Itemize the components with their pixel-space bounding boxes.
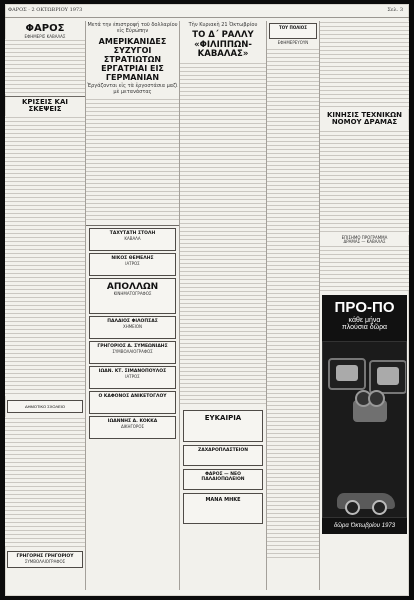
ad-5 [89, 341, 176, 364]
top-header [5, 4, 409, 18]
newspaper-page [5, 4, 409, 596]
header-left: ΦΑΡΟΣ · 2 ΟΚΤΩΒΡΙΟΥ 1973 [8, 7, 83, 13]
column-5-right-heading: ΕΠΙΣΗΜΟ ΠΡΟΓΡΑΜΜΑ [341, 234, 388, 240]
ad-5-sub: ΣΥΜΒΟΛΑΙΟΓΡΑΦΟΣ [112, 348, 153, 354]
column-1-lower-text [5, 417, 85, 547]
column-1-footer-head: ΓΡΗΓΟΡΗΣ ΓΡΗΓΟΡΙΟΥ [16, 553, 74, 559]
ad-4-sub: ΧΗΜΕΙΟΝ [122, 323, 143, 329]
column-2-kicker: Μετά την έπιστροφή τοῦ δολλαρίου εἰς Εὐρώπην [87, 22, 178, 34]
ad-8 [89, 416, 176, 439]
pro-po-subtitle: κάθε μήνα [348, 316, 381, 324]
ad-3-sub: ΚΙΝΗΜΑΤΟΓΡΑΦΟΣ [113, 291, 152, 297]
masthead-sub: ΕΦΗΜΕΡΙΣ ΚΑΒΑΛΑΣ [24, 33, 66, 39]
ad-8-title: ΙΩΑΝΝΗΣ Α. ΚΟΚΚΑ [107, 418, 158, 424]
ad-12 [183, 493, 263, 524]
column-5-headline: ΚΙΝΗΣΙΣ ΤΕΧΝΙΚΩΝ ΝΟΜΟΥ ΔΡΑΜΑΣ [326, 111, 402, 127]
ad-12-title: ΜΑΝΑ ΜΗΚΕ [205, 497, 241, 504]
column-4-box [269, 23, 317, 39]
ad-7-title: Ο ΚΑΦΟΝΟΣ ΑΝΙΚΕΤΟΓΛΟΥ [98, 393, 167, 399]
ad-8-sub: ΔΙΚΗΓΟΡΟΣ [120, 423, 144, 429]
ad-11-title: ΦΑΡΟΣ — ΝΕΟ ΠΑΛΑΙΟΠΩΛΕΙΟΝ [201, 472, 245, 482]
ad-10-title: ΖΑΧΑΡΟΠΛΑΣΤΕΙΟΝ [197, 448, 249, 454]
ad-3-title: ΑΠΟΛΛΩΝ [106, 281, 159, 292]
pro-po-title: ΠΡΟ-ΠΟ [334, 298, 395, 316]
column-4 [267, 21, 320, 590]
projector-icon [353, 400, 387, 422]
ad-5-title: ΓΡΗΓΟΡΙΟΣ Α. ΣΥΜΕΩΝΙΔΗΣ [97, 343, 168, 349]
column-1-main-text [5, 116, 85, 396]
column-3-story [180, 62, 266, 407]
ad-4-title: ΠΑΛΑΙΟΣ ΦΙΛΟΠΣΑΣ [107, 318, 158, 324]
ad-9-title: ΕΥΚΑΙΡΙΑ [204, 414, 242, 423]
column-4-text [267, 48, 319, 558]
pro-po-ad-header [322, 295, 407, 341]
ad-3 [89, 278, 176, 314]
ad-10 [183, 445, 263, 466]
column-2-headline: ΑΜΕΡΙΚΑΝΙΔΕΣ ΣΥΖΥΓΟΙ ΣΤΡΑΤΙΩΤΩΝ ΕΡΓΑΤΡΙΑΙ ΕΙΣ ΓΕΡΜΑΝΙΑΝ [98, 36, 167, 83]
column-2-rule [86, 225, 179, 226]
ad-2 [89, 253, 176, 276]
ad-6 [89, 366, 176, 389]
ad-2-sub: ΙΑΤΡΟΣ [125, 260, 140, 266]
column-1-box: ΔΗΜΟΤΙΚΟ ΣΧΟΛΕΙΟ [7, 400, 83, 413]
ad-7 [89, 391, 176, 414]
tv-icon [328, 358, 366, 390]
ad-1 [89, 228, 176, 251]
ad-4 [89, 316, 176, 339]
column-4-box-title: ΤΟΥ ΠΟΛΙΟΣ [279, 25, 307, 30]
ad-11 [183, 469, 263, 490]
ad-6-sub: ΙΑΤΡΟΣ [125, 373, 140, 379]
column-2-deck: Ἐργάζονται εἰς τὰ ἐργοστάσια μαζὶ μὲ μετανάστας [87, 83, 178, 96]
tv-icon-2 [369, 360, 407, 394]
ad-1-sub: ΚΑΒΑΛΑ [124, 235, 141, 241]
ad-6-title: ΙΩΑΝ. ΚΤ. ΣΙΜΑΝΟΠΟΥΛΟΣ [98, 368, 167, 374]
column-5 [320, 21, 409, 590]
column-2 [86, 21, 180, 590]
masthead: ΦΑΡΟΣ [25, 23, 65, 34]
column-1-footer-ad [7, 551, 83, 568]
column-3-kicker: Τὴν Κυριακὴ 21 Ὀκτωβρίου [188, 22, 258, 28]
column-1-headline: ΚΡΙΣΕΙΣ ΚΑΙ ΣΚΕΨΕΙΣ [22, 98, 68, 114]
column-5-top-text [320, 21, 409, 109]
column-5-right-subheading: ΔΡΑΜΑΣ — ΚΑΒΑΛΑΣ [343, 239, 386, 245]
column-5-middle-text [320, 130, 409, 235]
ad-1-title: ΤΑΧΥΤΑΤΗ ΣΤΟΛΗ [109, 230, 156, 236]
ad-9 [183, 410, 263, 442]
column-3-headline: ΤΟ Δ΄ ΡΑΛΛΥ «ΦΙΛΙΠΠΩΝ-ΚΑΒΑΛΑΣ» [192, 29, 254, 60]
column-5-schedule-text [320, 245, 409, 291]
car-icon [337, 493, 395, 509]
pro-po-footer: δῶρα Ὀκτωβρίου 1973 [322, 518, 407, 534]
column-4-notes: ΕΦΗΜΕΡΕΥΟΥΝ [277, 40, 309, 45]
column-2-story [86, 98, 179, 223]
column-1-rule-1 [5, 96, 85, 97]
pro-po-photo [322, 341, 407, 518]
column-1 [5, 21, 86, 590]
header-right: Σελ. 3 [387, 7, 403, 13]
column-1-top-text [5, 39, 85, 94]
ad-2-title: ΝΙΚΟΣ ΘΕΜΕΛΗΣ [111, 255, 154, 261]
column-3 [180, 21, 267, 590]
column-1-footer-sub: ΣΥΜΒΟΛΑΙΟΓΡΑΦΟΣ [24, 558, 66, 564]
pro-po-line: πλούσια δῶρα [341, 323, 388, 331]
